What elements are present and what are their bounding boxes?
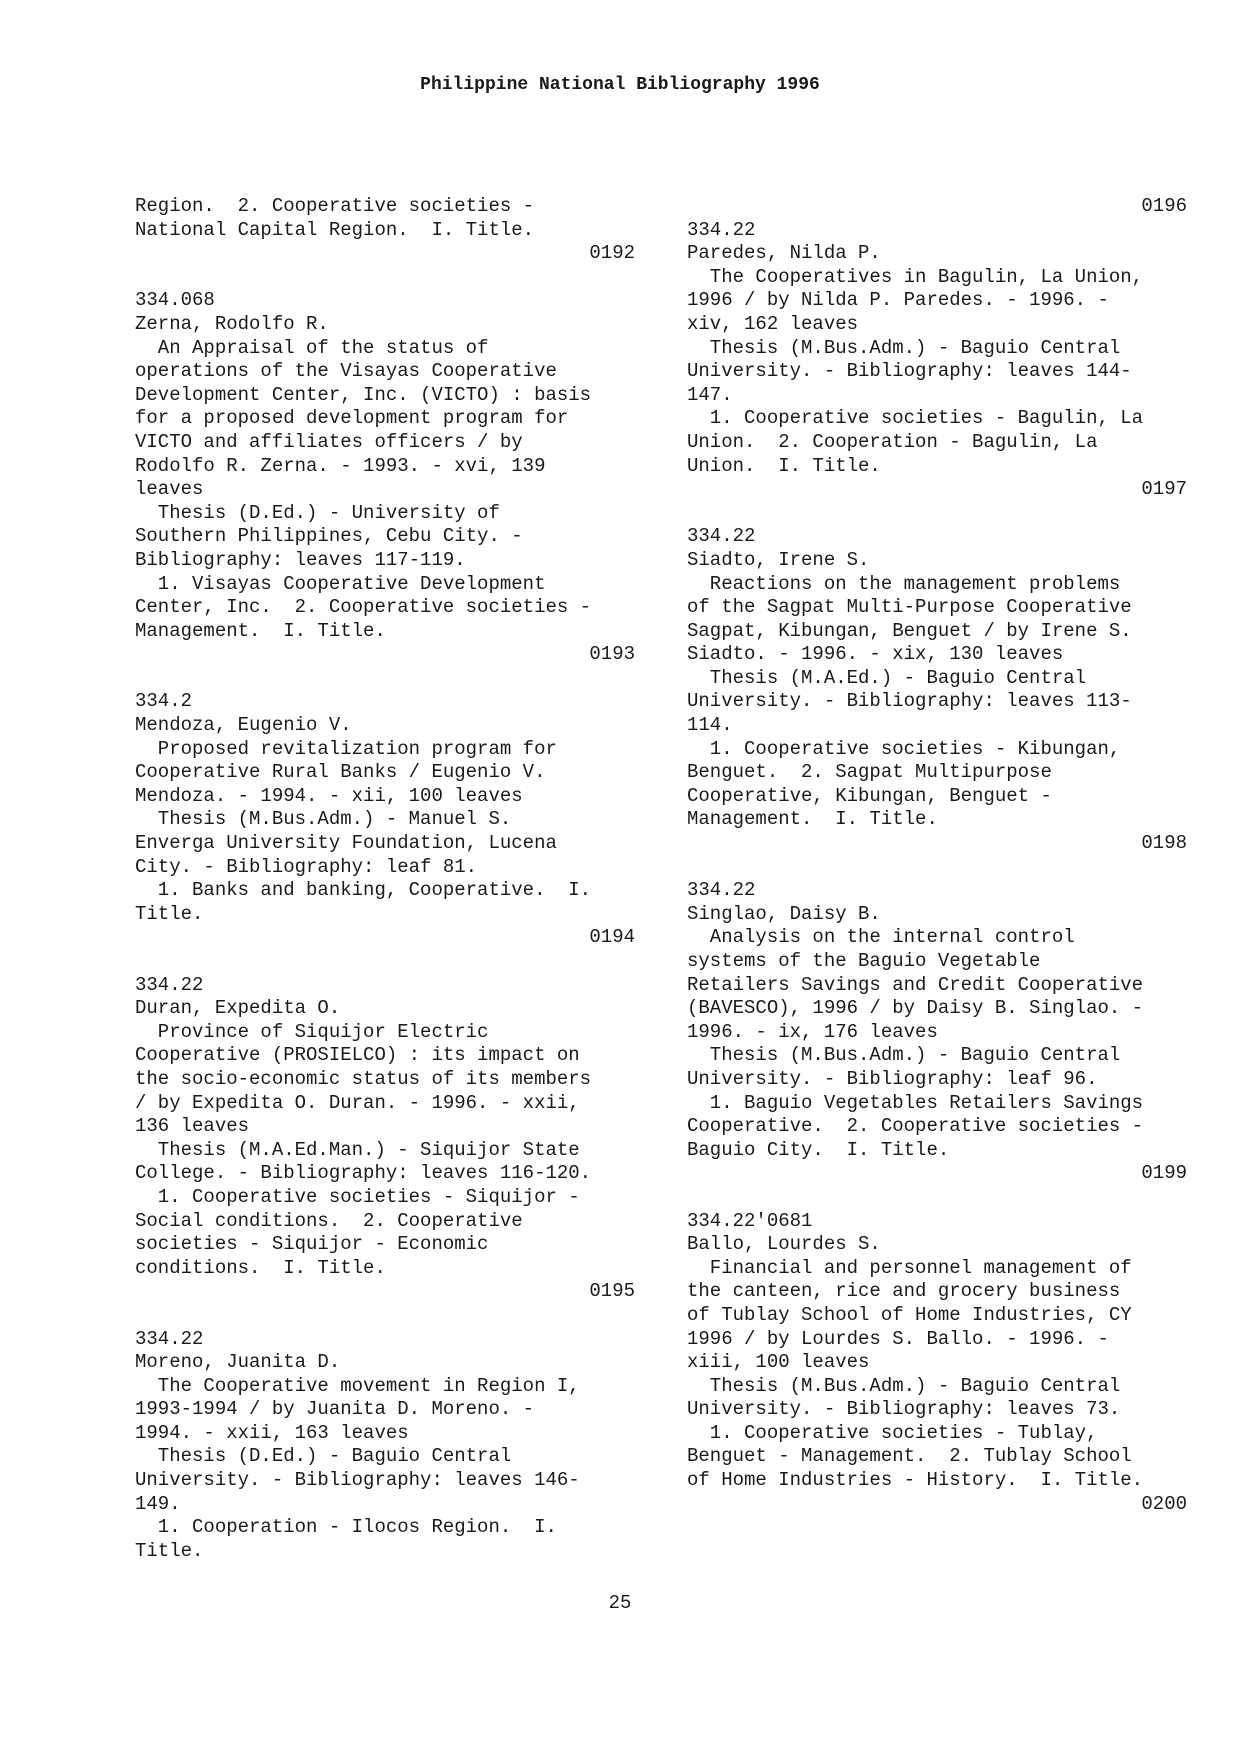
entry-line: Ballo, Lourdes S.: [687, 1233, 881, 1256]
entry-line: operations of the Visayas Cooperative: [135, 360, 557, 383]
entry-line: 334.22: [135, 973, 204, 996]
entry-line: 1. Cooperative societies - Tublay,: [687, 1421, 1098, 1444]
entry-line: Moreno, Juanita D.: [135, 1351, 341, 1374]
entry-line: Cooperative (PROSIELCO) : its impact on: [135, 1044, 580, 1067]
line-spacer: [135, 1304, 635, 1328]
entry-line: Thesis (D.Ed.) - University of: [135, 501, 500, 524]
entry-line: Siadto. - 1996. - xix, 130 leaves: [687, 643, 1064, 666]
entry-line: of Tublay School of Home Industries, CY: [687, 1303, 1132, 1326]
entry-line: Baguio City. I. Title.: [687, 1138, 950, 1161]
entry-line: (BAVESCO), 1996 / by Daisy B. Singlao. -: [687, 997, 1144, 1020]
entry-line: for a proposed development program for: [135, 407, 569, 430]
entry-line: Union. 2. Cooperation - Bagulin, La: [687, 430, 1098, 453]
entry-line: Mendoza. - 1994. - xii, 100 leaves: [135, 784, 523, 807]
entry-line: Title.: [135, 902, 204, 925]
entry-line: Thesis (M.A.Ed.Man.) - Siquijor State: [135, 1138, 580, 1161]
entry-line: 149.: [135, 1492, 181, 1515]
entry-line: Thesis (M.Bus.Adm.) - Baguio Central: [687, 336, 1121, 359]
entry-line: College. - Bibliography: leaves 116-120.: [135, 1162, 592, 1185]
entry-line: 1. Baguio Vegetables Retailers Savings: [687, 1091, 1144, 1114]
entry-line: 1996 / by Lourdes S. Ballo. - 1996. -: [687, 1327, 1109, 1350]
entry-line: The Cooperatives in Bagulin, La Union,: [687, 265, 1144, 288]
entry-line: 334.22: [135, 1327, 204, 1350]
entry-line: Thesis (D.Ed.) - Baguio Central: [135, 1445, 512, 1468]
entry-line: 334.22: [687, 525, 756, 548]
line-spacer: [687, 1186, 1187, 1210]
line-spacer: [687, 856, 1187, 880]
entry-line: Management. I. Title.: [135, 619, 386, 642]
entry-line: 334.22: [687, 879, 756, 902]
entry-line: Reactions on the management problems: [687, 572, 1121, 595]
entry-number: 0196: [1141, 195, 1187, 217]
entry-line: The Cooperative movement in Region I,: [135, 1374, 580, 1397]
entry-line: 334.22: [687, 218, 756, 241]
entry-line: of the Sagpat Multi-Purpose Cooperative: [687, 596, 1132, 619]
entry-number: 0198: [1141, 832, 1187, 855]
entry-line: Zerna, Rodolfo R.: [135, 312, 329, 335]
entry-line: 334.2: [135, 690, 193, 713]
right-column: [687, 195, 1187, 1516]
entry-line: University. - Bibliography: leaf 96.: [687, 1067, 1098, 1090]
entry-line: Social conditions. 2. Cooperative: [135, 1209, 523, 1232]
entry-line: Retailers Savings and Credit Cooperative: [687, 973, 1144, 996]
entry-line: Thesis (M.A.Ed.) - Baguio Central: [687, 666, 1087, 689]
entry-line: systems of the Baguio Vegetable: [687, 950, 1041, 972]
entry-line: Bibliography: leaves 117-119.: [135, 548, 466, 571]
entry-line: 1. Banks and banking, Cooperative. I.: [135, 879, 592, 902]
entry-line: Singlao, Daisy B.: [687, 902, 881, 925]
entry-line: 1996. - ix, 176 leaves: [687, 1020, 938, 1043]
entry-line: xiii, 100 leaves: [687, 1351, 870, 1374]
entry-line: 1993-1994 / by Juanita D. Moreno. -: [135, 1398, 535, 1421]
entry-line: Management. I. Title.: [687, 808, 938, 831]
entry-line: xiv, 162 leaves: [687, 312, 859, 335]
left-column: [135, 195, 635, 1563]
entry-line: Mendoza, Eugenio V.: [135, 714, 352, 737]
line-spacer: [135, 667, 635, 691]
entry-line: Thesis (M.Bus.Adm.) - Manuel S.: [135, 808, 512, 831]
entry-line: 1. Visayas Cooperative Development: [135, 572, 546, 595]
entry-number: 0193: [589, 643, 635, 666]
entry-line: Province of Siquijor Electric: [135, 1020, 489, 1043]
entry-number: 0192: [589, 242, 635, 265]
page-number: 25: [608, 1592, 632, 1614]
entry-line: 1. Cooperative societies - Kibungan,: [687, 737, 1121, 760]
entry-line: 334.22'0681: [687, 1209, 813, 1232]
entry-line: Duran, Expedita O.: [135, 997, 341, 1020]
entry-line: VICTO and affiliates officers / by: [135, 430, 523, 453]
entry-line: University. - Bibliography: leaves 73.: [687, 1398, 1121, 1421]
entry-line: Development Center, Inc. (VICTO) : basis: [135, 383, 592, 406]
entry-line: National Capital Region. I. Title.: [135, 218, 535, 241]
line-spacer: [135, 950, 635, 974]
entry-line: Proposed revitalization program for: [135, 737, 557, 760]
entry-line: 147.: [687, 383, 733, 406]
entry-line: Region. 2. Cooperative societies -: [135, 195, 535, 217]
entry-line: Cooperative Rural Banks / Eugenio V.: [135, 761, 546, 784]
entry-line: the socio-economic status of its members: [135, 1067, 592, 1090]
entry-line: societies - Siquijor - Economic: [135, 1233, 489, 1256]
entry-line: Union. I. Title.: [687, 454, 881, 477]
entry-line: Thesis (M.Bus.Adm.) - Baguio Central: [687, 1374, 1121, 1397]
entry-line: City. - Bibliography: leaf 81.: [135, 855, 478, 878]
entry-line: Siadto, Irene S.: [687, 548, 870, 571]
entry-line: Rodolfo R. Zerna. - 1993. - xvi, 139: [135, 454, 546, 477]
entry-line: 334.068: [135, 289, 215, 312]
entry-line: Enverga University Foundation, Lucena: [135, 832, 557, 855]
entry-line: Title.: [135, 1539, 204, 1562]
entry-line: Southern Philippines, Cebu City. -: [135, 525, 523, 548]
entry-line: 136 leaves: [135, 1115, 250, 1138]
line-spacer: [135, 266, 635, 290]
entry-line: the canteen, rice and grocery business: [687, 1280, 1121, 1303]
entry-line: University. - Bibliography: leaves 146-: [135, 1469, 580, 1492]
entry-line: Cooperative, Kibungan, Benguet -: [687, 784, 1052, 807]
entry-line: leaves: [135, 478, 204, 501]
entry-number: 0199: [1141, 1162, 1187, 1185]
entry-line: / by Expedita O. Duran. - 1996. - xxii,: [135, 1091, 580, 1114]
entry-line: University. - Bibliography: leaves 144-: [687, 360, 1132, 383]
entry-number: 0197: [1141, 478, 1187, 501]
entry-line: Sagpat, Kibungan, Benguet / by Irene S.: [687, 619, 1132, 642]
entry-line: Paredes, Nilda P.: [687, 242, 881, 265]
page-title: Philippine National Bibliography 1996: [420, 75, 820, 95]
entry-line: 1. Cooperative societies - Bagulin, La: [687, 407, 1144, 430]
entry-line: Benguet. 2. Sagpat Multipurpose: [687, 761, 1052, 784]
entry-number: 0195: [589, 1280, 635, 1303]
entry-number: 0200: [1141, 1492, 1187, 1515]
entry-line: of Home Industries - History. I. Title.: [687, 1469, 1144, 1492]
entry-line: Cooperative. 2. Cooperative societies -: [687, 1115, 1144, 1138]
entry-line: Benguet - Management. 2. Tublay School: [687, 1445, 1132, 1468]
entry-line: 1. Cooperation - Ilocos Region. I.: [135, 1516, 557, 1539]
entry-line: University. - Bibliography: leaves 113-: [687, 690, 1132, 713]
entry-line: conditions. I. Title.: [135, 1256, 386, 1279]
entry-line: Financial and personnel management of: [687, 1256, 1132, 1279]
entry-line: Thesis (M.Bus.Adm.) - Baguio Central: [687, 1044, 1121, 1067]
entry-line: 114.: [687, 714, 733, 737]
entry-line: Center, Inc. 2. Cooperative societies -: [135, 596, 592, 619]
entry-line: An Appraisal of the status of: [135, 336, 489, 359]
line-spacer: [687, 502, 1187, 526]
entry-line: 1994. - xxii, 163 leaves: [135, 1421, 409, 1444]
entry-number: 0194: [589, 926, 635, 949]
entry-line: 1. Cooperative societies - Siquijor -: [135, 1185, 580, 1208]
entry-line: Analysis on the internal control: [687, 926, 1075, 949]
entry-line: 1996 / by Nilda P. Paredes. - 1996. -: [687, 289, 1109, 312]
